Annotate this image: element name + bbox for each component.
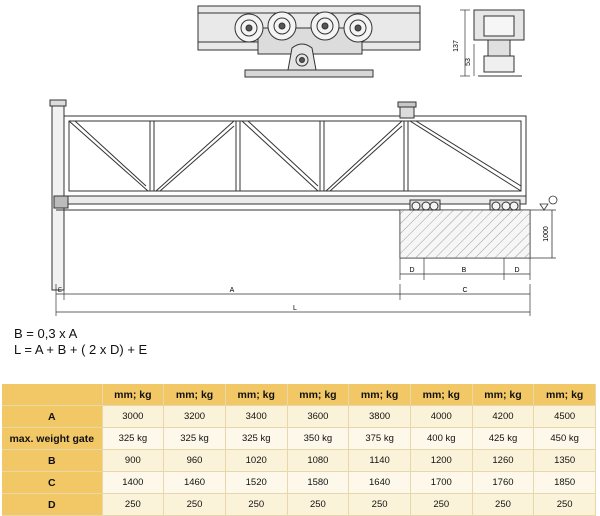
- dim-137-label: 137: [453, 40, 460, 52]
- spec-table: [2, 384, 596, 516]
- table-cell: 400 kg: [410, 428, 472, 450]
- table-cell: 1080: [287, 450, 349, 472]
- dim-53-label: 53: [465, 58, 472, 66]
- table-cell: 3400: [225, 406, 287, 428]
- table-cell: 350 kg: [287, 428, 349, 450]
- table-cell: 900: [102, 450, 164, 472]
- foundation-fill: [400, 210, 530, 258]
- table-row: [2, 406, 596, 428]
- table-header-row: [2, 384, 596, 406]
- table-cell: 250: [472, 494, 534, 516]
- dim-a-label: A: [229, 287, 235, 294]
- table-cell: 3200: [164, 406, 226, 428]
- table-cell: 1850: [534, 472, 596, 494]
- table-cell: 1200: [410, 450, 472, 472]
- table-cell: 250: [349, 494, 411, 516]
- table-cell: 1140: [349, 450, 411, 472]
- table-cell: 1020: [225, 450, 287, 472]
- table-cell: 1580: [287, 472, 349, 494]
- column-header: mm; kg: [102, 384, 164, 406]
- row-label: C: [2, 472, 102, 494]
- formula-b: B = 0,3 x A: [14, 326, 78, 341]
- table-cell: 1700: [410, 472, 472, 494]
- table-cell: 325 kg: [225, 428, 287, 450]
- row-label: A: [2, 406, 102, 428]
- table-cell: 4200: [472, 406, 534, 428]
- dim-1000-label: 1000: [543, 226, 550, 242]
- table-cell: 1400: [102, 472, 164, 494]
- dim-e-label: E: [57, 288, 63, 294]
- column-header: mm; kg: [410, 384, 472, 406]
- table-cell: 325 kg: [102, 428, 164, 450]
- table-cell: 1760: [472, 472, 534, 494]
- gate-frame: [50, 100, 526, 290]
- column-header: mm; kg: [534, 384, 596, 406]
- table-cell: 425 kg: [472, 428, 534, 450]
- table-cell: 960: [164, 450, 226, 472]
- table-cell: 250: [534, 494, 596, 516]
- table-cell: 250: [287, 494, 349, 516]
- table-row: [2, 428, 596, 450]
- row-label: max. weight gate: [2, 428, 102, 450]
- table-row: [2, 494, 596, 516]
- table-cell: 375 kg: [349, 428, 411, 450]
- column-header: mm; kg: [349, 384, 411, 406]
- column-header: mm; kg: [472, 384, 534, 406]
- dim-b-label: B: [461, 267, 467, 274]
- table-cell: 325 kg: [164, 428, 226, 450]
- header-corner: [2, 384, 102, 406]
- row-label: D: [2, 494, 102, 516]
- table-cell: 250: [225, 494, 287, 516]
- dim-d-right-label: D: [514, 267, 520, 274]
- dim-d-left-label: D: [409, 267, 415, 274]
- table-row: [2, 472, 596, 494]
- guide-post: [400, 106, 414, 118]
- table-cell: 250: [102, 494, 164, 516]
- table-cell: 450 kg: [534, 428, 596, 450]
- table-row: [2, 450, 596, 472]
- table-cell: 3000: [102, 406, 164, 428]
- column-header: mm; kg: [164, 384, 226, 406]
- table-cell: 3600: [287, 406, 349, 428]
- table-cell: 4500: [534, 406, 596, 428]
- table-cell: 250: [410, 494, 472, 516]
- table-cell: 1350: [534, 450, 596, 472]
- table-cell: 4000: [410, 406, 472, 428]
- table-cell: 250: [164, 494, 226, 516]
- column-header: mm; kg: [287, 384, 349, 406]
- rail-section-detail: [198, 6, 420, 77]
- table-cell: 3800: [349, 406, 411, 428]
- dim-l-label: L: [293, 305, 297, 312]
- table-cell: 1460: [164, 472, 226, 494]
- row-label: B: [2, 450, 102, 472]
- table-cell: 1520: [225, 472, 287, 494]
- formula-l: L = A + B + ( 2 x D) + E: [14, 342, 148, 357]
- table-cell: 1260: [472, 450, 534, 472]
- dim-c-label: C: [462, 287, 468, 294]
- column-header: mm; kg: [225, 384, 287, 406]
- table-cell: 1640: [349, 472, 411, 494]
